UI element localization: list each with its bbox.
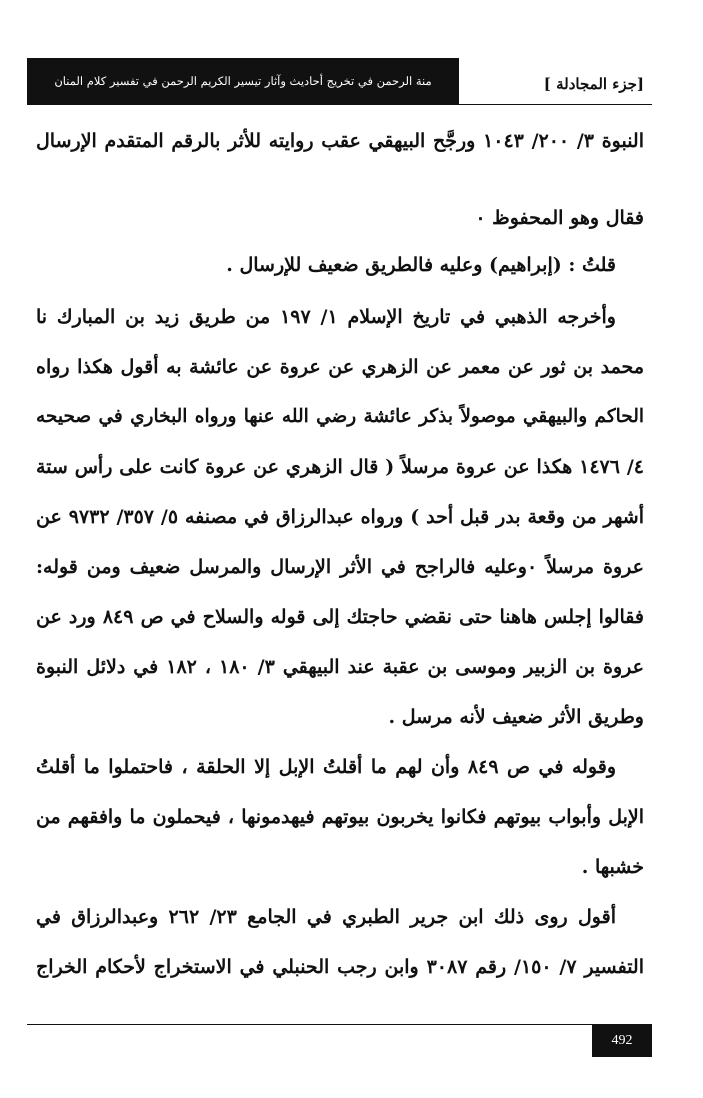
body-line: عروة مرسلاً ٠وعليه فالراجح في الأثر الإرسال والمرسل ضعيف ومن قوله: (36, 556, 644, 578)
body-line: وأخرجه الذهبي في تاريخ الإسلام ١/ ١٩٧ من طريق زيد بن المبارك نا (36, 306, 616, 328)
body-line: التفسير ٧/ ١٥٠/ رقم ٣٠٨٧ وابن رجب الحنبلي في الاستخراج لأحكام الخراج (36, 956, 644, 978)
footer-divider (27, 1024, 652, 1025)
body-line: قلتُ : (إبراهيم) وعليه فالطريق ضعيف للإرسال . (226, 254, 616, 276)
part-label: [جزء المجادلة ] (543, 75, 644, 93)
body-line: أشهر من وقعة بدر قبل أحد ) ورواه عبدالرزاق في مصنفه ٥/ ٣٥٧/ ٩٧٣٢ عن (36, 506, 644, 528)
book-title-banner: منة الرحمن في تخريج أحاديث وآثار تيسير الكريم الرحمن في تفسير كلام المنان (27, 58, 459, 104)
page-header (27, 58, 652, 105)
body-line: محمد بن ثور عن معمر عن الزهري عن عروة عن عائشة به أقول هكذا رواه (36, 356, 644, 378)
page-number: 492 (592, 1024, 652, 1057)
body-line: فقال وهو المحفوظ ٠ (475, 207, 644, 229)
body-line: وطريق الأثر ضعيف لأنه مرسل . (388, 706, 644, 728)
body-line: الإبل وأبواب بيوتهم فكانوا يخربون بيوتهم فيهدمونها ، فيحملون ما وافقهم من (36, 806, 644, 828)
body-line: ٤/ ١٤٧٦ هكذا عن عروة مرسلاً ( قال الزهري عن عروة كانت على رأس ستة (36, 456, 644, 478)
body-line: النبوة ٣/ ٢٠٠/ ١٠٤٣ ورجَّح البيهقي عقب روايته للأثر بالرقم المتقدم الإرسال (36, 130, 645, 152)
body-line: فقالوا إجلس هاهنا حتى نقضي حاجتك إلى قوله والسلاح في ص ٨٤٩ ورد عن (36, 606, 644, 628)
body-line: أقول روى ذلك ابن جرير الطبري في الجامع ٢٣/ ٢٦٢ وعبدالرزاق في (36, 906, 616, 928)
body-line: عروة بن الزبير وموسى بن عقبة عند البيهقي ٣/ ١٨٠ ، ١٨٢ في دلائل النبوة (36, 656, 644, 678)
body-line: الحاكم والبيهقي موصولاً بذكر عائشة رضي الله عنها ورواه البخاري في صحيحه (36, 406, 644, 427)
body-line: وقوله في ص ٨٤٩ وأن لهم ما أقلتُ الإبل إلا الحلقة ، فاحتملوا ما أقلتُ (36, 756, 616, 778)
body-line: خشبها . (581, 856, 644, 878)
